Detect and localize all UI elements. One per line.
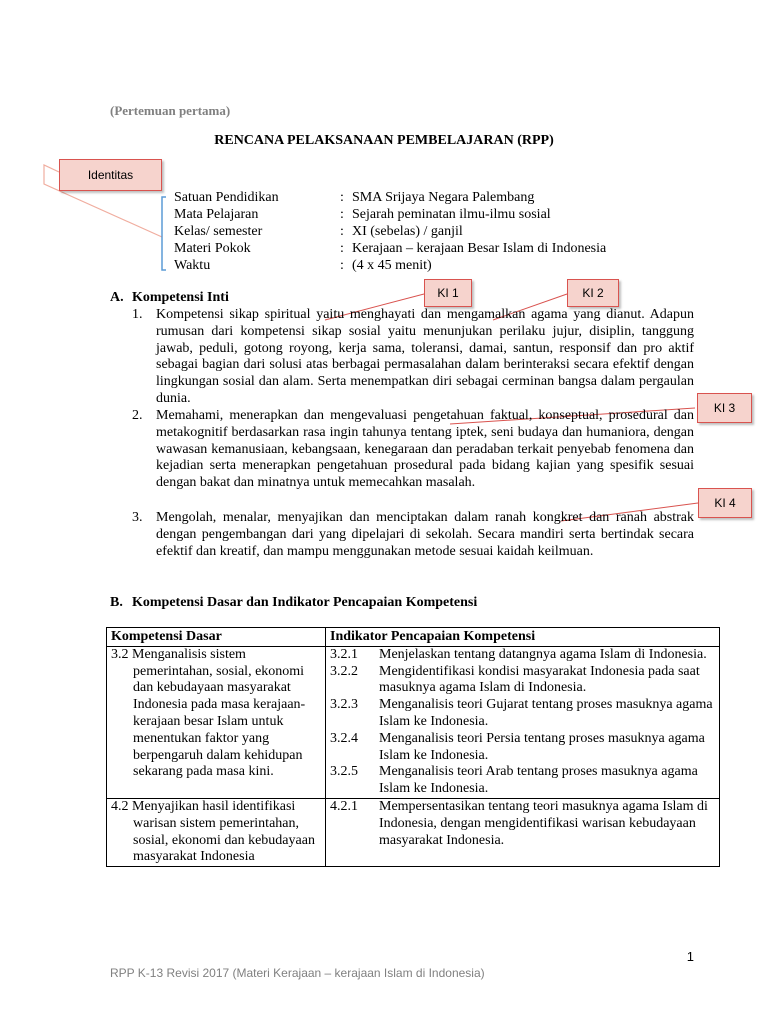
identity-label: Materi Pokok: [174, 241, 251, 256]
meeting-subtitle: (Pertemuan pertama): [110, 103, 231, 118]
page-number: 1: [686, 949, 694, 964]
identity-colon: :: [340, 224, 344, 239]
identity-label: Satuan Pendidikan: [174, 190, 279, 205]
identity-label: Mata Pelajaran: [174, 207, 259, 222]
callout-ki4: KI 4: [698, 488, 752, 518]
ki-item: [132, 510, 694, 560]
indicator-item: [330, 764, 715, 798]
section-b-heading: [110, 595, 477, 611]
identity-bracket: [162, 197, 166, 270]
table-row: [107, 646, 720, 798]
indicator-text: Menganalisis teori Arab tentang proses masuknya agama Islam ke Indonesia.: [379, 764, 698, 797]
section-title: Kompetensi Inti: [132, 290, 229, 305]
callout-identitas: Identitas: [59, 159, 162, 191]
callout-ki2: KI 2: [567, 279, 619, 307]
callout-ki1: KI 1: [424, 279, 472, 307]
indicator-code: 3.2.4: [330, 730, 358, 746]
identity-colon: :: [340, 207, 344, 222]
indicator-code: 4.2.1: [330, 798, 358, 814]
callout-ki3: KI 3: [697, 393, 752, 423]
indicator-cell: [326, 798, 720, 866]
identity-value: Sejarah peminatan ilmu-ilmu sosial: [352, 207, 551, 222]
ki-item: [132, 307, 694, 408]
ki-text: Memahami, menerapkan dan mengevaluasi pengetahuan faktual, konseptual, prosedural dan metakognitif berdasarkan rasa ingin tahunya tentang iptek, seni budaya dan humaniora, dengan wawasan kemanusiaan, kebangsaan, kenegaraan dan peradaban terkait penyebab fenomena dan kejadian serta menerapkan pengetahuan prosedural pada bidang kajian yang spesifik sesuai dengan bakat dan minatnya untuk memecahkan masalah.: [156, 408, 694, 491]
indicator-text: Mempersentasikan tentang teori masuknya agama Islam di Indonesia, dengan mengidentifikasi warisan kebudayaan masyarakat Indonesia.: [379, 798, 708, 848]
indicator-cell: [326, 646, 720, 798]
column-header: Kompetensi Dasar: [107, 628, 326, 647]
indicator-item: [330, 647, 715, 664]
indicator-code: 3.2.1: [330, 646, 358, 662]
competency-table: [106, 627, 720, 867]
page-footer: RPP K-13 Revisi 2017 (Materi Kerajaan – kerajaan Islam di Indonesia): [110, 966, 485, 980]
column-header: Indikator Pencapaian Kompetensi: [326, 628, 720, 647]
section-letter: B.: [110, 595, 123, 610]
table-header-row: [107, 628, 720, 647]
identity-value: SMA Srijaya Negara Palembang: [352, 190, 535, 205]
table-row: [107, 798, 720, 866]
ki-text: Kompetensi sikap spiritual yaitu menghayati dan mengamalkan agama yang dianut. Adapun rumusan dari kompetensi sikap sosial yaitu menunjukan perilaku jujur, disiplin, tanggung jawab, peduli, gotong royong, kerja sama, toleransi, damai, santun, responsif dan pro aktif sebagai bagian dari solusi atas berbagai permasalahan dalam berinteraksi secara efektif dengan lingkungan sosial dan alam. Serta menempatkan diri sebagai cerminan bangsa dalam pergaulan dunia.: [156, 307, 694, 406]
indicator-code: 3.2.2: [330, 663, 358, 679]
indicator-item: [330, 697, 715, 731]
section-letter: A.: [110, 290, 124, 305]
identity-colon: :: [340, 190, 344, 205]
kd-cell: [107, 798, 326, 866]
kd-text: 3.2 Menganalisis sistem pemerintahan, sosial, ekonomi dan kebudayaan masyarakat Indonesia pada masa kerajaan-kerajaan besar Islam untuk menentukan faktor yang berpengaruh dalam kehidupan sekarang pada masa kini.: [111, 646, 306, 780]
indicator-text: Menganalisis teori Persia tentang proses masuknya agama Islam ke Indonesia.: [379, 730, 705, 763]
indicator-item: [330, 799, 715, 849]
identity-colon: :: [340, 241, 344, 256]
identity-label: Waktu: [174, 258, 211, 273]
indicator-item: [330, 664, 715, 698]
ki-text: Mengolah, menalar, menyajikan dan menciptakan dalam ranah kongkret dan ranah abstrak dengan pengembangan dari yang dipelajari di sekolah. Secara mandiri serta bertindak secara efektif dan kreatif, dan mampu menggunakan metode sesuai kaidah keilmuan.: [156, 510, 694, 559]
ki-number: 2.: [132, 408, 143, 423]
indicator-code: 3.2.5: [330, 764, 358, 780]
ki-number: 3.: [132, 510, 143, 525]
identity-label: Kelas/ semester: [174, 224, 263, 239]
indicator-item: [330, 731, 715, 765]
section-title: Kompetensi Dasar dan Indikator Pencapaian Kompetensi: [132, 595, 478, 610]
section-a-heading: [110, 290, 229, 306]
indicator-text: Menjelaskan tentang datangnya agama Islam di Indonesia.: [379, 646, 707, 662]
indicator-code: 3.2.3: [330, 697, 358, 713]
identity-colon: :: [340, 258, 344, 273]
page-title: RENCANA PELAKSANAAN PEMBELAJARAN (RPP): [214, 133, 554, 148]
kd-text: 4.2 Menyajikan hasil identifikasi warisan sistem pemerintahan, sosial, ekonomi dan kebudayaan masyarakat Indonesia: [111, 798, 315, 865]
identity-value: (4 x 45 menit): [352, 258, 432, 273]
indicator-text: Menganalisis teori Gujarat tentang proses masuknya agama Islam ke Indonesia.: [379, 697, 713, 729]
ki-item: [132, 408, 694, 492]
indicator-text: Mengidentifikasi kondisi masyarakat Indonesia pada saat masuknya agama Islam di Indonesia.: [379, 663, 700, 696]
identity-value: Kerajaan – kerajaan Besar Islam di Indonesia: [352, 241, 607, 256]
identity-value: XI (sebelas) / ganjil: [352, 224, 463, 239]
kd-cell: [107, 646, 326, 798]
ki-number: 1.: [132, 307, 143, 322]
